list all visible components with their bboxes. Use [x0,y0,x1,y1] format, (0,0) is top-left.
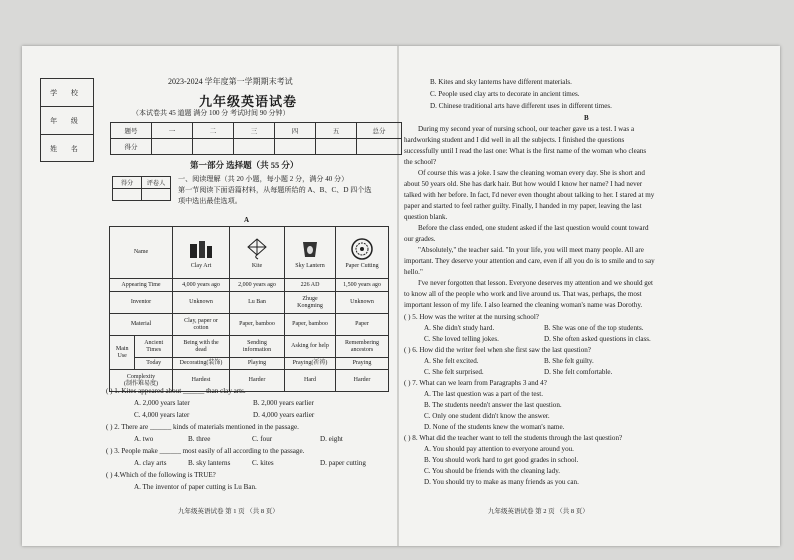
row-label: Inventor [110,292,173,314]
row-label: Today [135,358,173,370]
option-6c[interactable]: C. She felt surprised. [424,368,484,376]
cell: Praying [336,358,389,370]
cell [173,336,230,358]
score-input[interactable] [152,139,193,155]
cell: 1,500 years ago [336,279,389,292]
cell-line: Being with the [183,339,219,346]
chinese-arts-table [109,226,389,392]
question-4[interactable]: ( ) 4.Which of the following is TRUE? [106,471,216,479]
score-input[interactable] [316,139,357,155]
option-1b[interactable]: B. 2,000 years earlier [253,399,314,407]
name-field[interactable]: 姓 名 [50,144,84,153]
cell-line: Main [115,345,129,352]
cell-line: Zhuge [302,295,318,302]
cell: Asking for help [285,336,336,358]
passage-line: question blank. [404,213,448,221]
clay-art-icon [188,238,214,260]
exam-title: 九年级英语试卷 [199,94,298,109]
passage-line: to know all of the people who work and live around us. That was, perhaps, the most [404,290,642,298]
row-label [135,336,173,358]
option-8d[interactable]: D. You should try to make as many friends as you can. [424,478,579,486]
art-cell [173,227,230,279]
grader-cell: 评卷人 [142,177,171,189]
cell-line: Ancient [144,339,164,346]
cell: Paper [336,314,389,336]
cell: Lu Ban [230,292,285,314]
cell [173,314,230,336]
cell [285,292,336,314]
exam-info: （本试卷共 45 道题 满分 100 分 考试时间 90 分钟） [132,109,290,117]
cell-line: dead [195,346,207,353]
passage-line: important lesson of my life. I also learned the cleaning woman's name was Dorothy. [404,301,643,309]
cell-line: ancestors [350,346,374,353]
question-3[interactable]: ( ) 3. People make ______ most easily of all according to the passage. [106,447,305,455]
cell: Unknown [173,292,230,314]
section-instruction: 第一节阅读下面语篇材料，从每题所给的 A、B、C、D 四个选 [178,186,372,194]
passage-line: Of course this was a joke. I saw the cleaning woman every day. She is short and [418,169,645,177]
grade-field[interactable]: 年 级 [41,107,93,135]
option-6d[interactable]: D. She felt comfortable. [544,368,613,376]
option-5c[interactable]: C. She loved telling jokes. [424,335,499,343]
score-cell: 四 [275,123,316,139]
score-table [110,122,402,155]
page-footer-left: 九年级英语试卷 第 1 页 （共 8 页） [178,508,279,515]
page-fold [397,46,399,546]
option-7b[interactable]: B. The students needn't answer the last question. [424,401,562,409]
option-8b[interactable]: B. You should work hard to get good grades in school. [424,456,579,464]
option-3b[interactable]: B. sky lanterns [188,459,231,467]
score-input[interactable] [357,139,402,155]
cell: Praying(祈祷) [285,358,336,370]
option-4b[interactable]: B. Kites and sky lanterns have different materials. [430,78,572,86]
name-label: Name [110,227,173,279]
page-footer-right: 九年级英语试卷 第 2 页 （共 8 页） [488,508,589,515]
cell-line: Remembering [345,339,379,346]
grader-table [112,176,171,201]
row-label [110,336,135,370]
art-cell [230,227,285,279]
option-8c[interactable]: C. You should be friends with the cleaning lady. [424,467,561,475]
question-6[interactable]: ( ) 6. How did the writer feel when she first saw the last question? [404,346,591,354]
cell-line: (制作难易度) [124,380,158,387]
passage-line: During my second year of nursing school, our teacher gave us a test. I was a [418,125,635,133]
cell: 226 AD [285,279,336,292]
option-2a[interactable]: A. two [134,435,154,443]
cell [230,336,285,358]
cell: Harder [336,370,389,392]
option-3a[interactable]: A. clay arts [134,459,167,467]
score-cell: 得分 [111,139,152,155]
sky-lantern-icon [297,238,323,260]
passage-line: hardworking student and I did well in all the subjects. I finished the questions [404,136,625,144]
cell [336,336,389,358]
passage-line: hello." [404,268,423,276]
option-3d[interactable]: D. paper cutting [320,459,366,467]
cell: Playing [230,358,285,370]
score-cell: 一 [152,123,193,139]
passage-line: successfully until I read the last one: What is the first name of the woman who cleans [404,147,647,155]
passage-line: "Absolutely," the teacher said. "In your life, you will meet many people. All are [418,246,644,254]
question-7[interactable]: ( ) 7. What can we learn from Paragraphs 3 and 4? [404,379,547,387]
option-7c[interactable]: C. Only one student didn't know the answer. [424,412,550,420]
row-label: Material [110,314,173,336]
cell-line: Clay, paper or [184,317,218,324]
art-cell [336,227,389,279]
passage-b-label: B [584,114,589,122]
section-instruction: 项中选出最佳选项。 [178,197,242,205]
score-input[interactable] [234,139,275,155]
section-title: 一、阅读理解（共 20 小题，每小题 2 分，满分 40 分） [178,175,349,183]
cell: 2,000 years ago [230,279,285,292]
art-name: Paper Cutting [345,262,379,269]
option-5a[interactable]: A. She didn't study hard. [424,324,495,332]
passage-line: I've never forgotten that lesson. Everyone deserves my attention and we should get [418,279,653,287]
art-cell [285,227,336,279]
score-input[interactable] [193,139,234,155]
option-7a[interactable]: A. The last question was a part of the test. [424,390,544,398]
cell-line: Kongming [297,302,323,309]
option-1c[interactable]: C. 4,000 years later [134,411,190,419]
score-input[interactable] [275,139,316,155]
option-6a[interactable]: A. She felt excited. [424,357,479,365]
score-cell: 总分 [357,123,402,139]
option-2d[interactable]: D. eight [320,435,343,443]
cell: Harder [230,370,285,392]
score-cell: 五 [316,123,357,139]
cell: Paper, bamboo [230,314,285,336]
part-one-heading: 第一部分 选择题（共 55 分） [190,160,299,170]
cell-line: Complexity [126,373,156,380]
passage-line: our grades. [404,235,436,243]
passage-line: important. They deserve your attention and care, even if all you do is to smile and to say [404,257,655,265]
question-5[interactable]: ( ) 5. How was the writer at the nursing school? [404,313,539,321]
passage-line: the school? [404,158,437,166]
option-6b[interactable]: B. She felt guilty. [544,357,594,365]
option-1a[interactable]: A. 2,000 years later [134,399,190,407]
score-cell: 三 [234,123,275,139]
passage-line: paper and started to feel rather guilty. Finally, I handed in my paper, leaving the last [404,202,642,210]
question-2[interactable]: ( ) 2. There are ______ kinds of materials mentioned in the passage. [106,423,299,431]
cell: 4,000 years ago [173,279,230,292]
option-5b[interactable]: B. She was one of the top students. [544,324,644,332]
option-2b[interactable]: B. three [188,435,211,443]
passage-line: Before the class ended, one student asked if the last question would count toward [418,224,649,232]
option-5d[interactable]: D. She often asked questions in class. [544,335,651,343]
cell: Decorating(装饰) [173,358,230,370]
option-4d[interactable]: D. Chinese traditional arts have different uses in different times. [430,102,612,110]
cell-line: Sending [247,339,267,346]
question-1[interactable]: ( ) 1. Kites appeared about ______ than clay arts. [106,387,246,395]
cell: Hardest [173,370,230,392]
passage-line: talked with her before. In fact, I'd never even thought about talking to her. I stared at my [404,191,655,199]
option-4c[interactable]: C. People used clay arts to decorate in ancient times. [430,90,580,98]
score-cell: 题号 [111,123,152,139]
cell-line: Times [146,346,162,353]
art-name: Kite [251,262,263,269]
art-name: Clay Art [190,262,212,269]
kite-icon [244,238,270,260]
art-name: Sky Lantern [295,262,325,269]
cell-line: cotton [193,324,209,331]
student-info-box [40,78,94,162]
option-3c[interactable]: C. kites [252,459,274,467]
grader-input[interactable] [113,189,142,201]
option-7d[interactable]: D. None of the students knew the woman's name. [424,423,565,431]
question-8[interactable]: ( ) 8. What did the teacher want to tell the students through the last question? [404,434,623,442]
option-8a[interactable]: A. You should pay attention to everyone around you. [424,445,574,453]
cell-line: Use [117,352,127,359]
paper-cutting-icon [349,238,375,260]
passage-a-label: A [244,216,250,224]
grader-input[interactable] [142,189,171,201]
cell-line: information [242,346,272,353]
option-1d[interactable]: D. 4,000 years earlier [253,411,315,419]
row-label: Appearing Time [110,279,173,292]
grader-cell: 得分 [113,177,142,189]
option-4a[interactable]: A. The inventor of paper cutting is Lu Ban. [134,483,257,491]
cell: Paper, bamboo [285,314,336,336]
passage-line: about 50 years old. She has dark hair. But how would I know her name? I had never [404,180,643,188]
cell: Hard [285,370,336,392]
exam-term: 2023-2024 学年度第一学期期末考试 [168,77,293,86]
school-field[interactable]: 学 校 [41,79,93,107]
option-2c[interactable]: C. four [252,435,273,443]
score-cell: 二 [193,123,234,139]
cell: Unknown [336,292,389,314]
